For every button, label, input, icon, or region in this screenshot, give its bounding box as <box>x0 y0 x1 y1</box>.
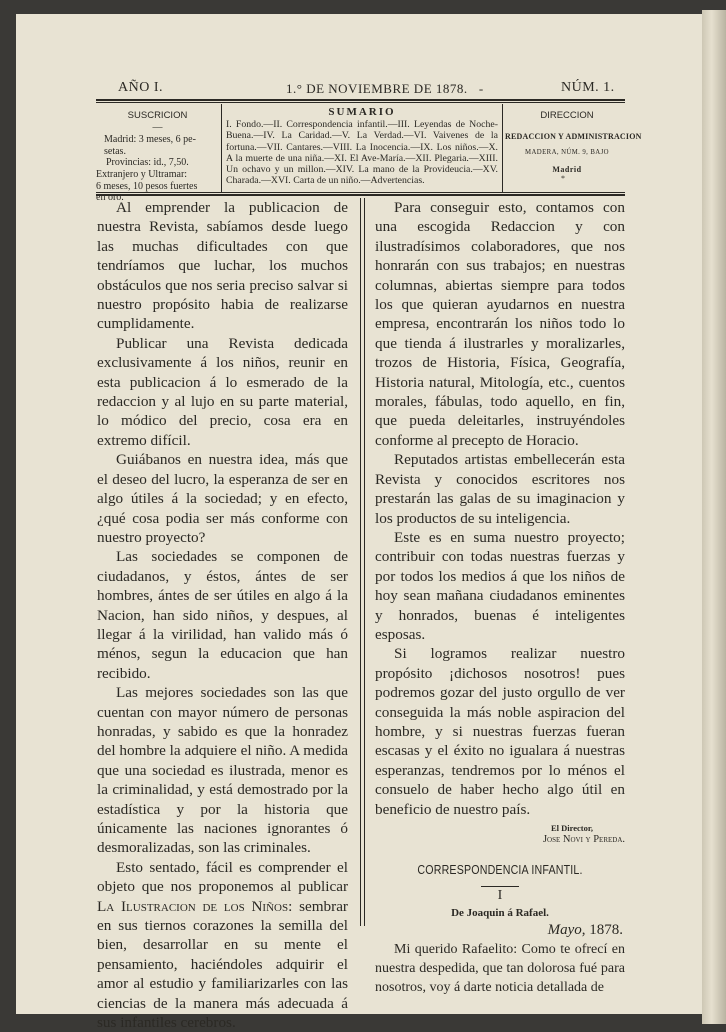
sumario-box <box>226 104 498 192</box>
column-rule-left <box>360 198 361 926</box>
direccion-line2: MADERA, NÚM. 9, BAJO <box>525 148 609 156</box>
letter-date-month: Mayo <box>547 922 582 939</box>
issue-date: 1.° DE NOVIEMBRE DE 1878. - <box>286 81 484 96</box>
section-number: I <box>497 888 503 904</box>
direccion-title: DIRECCION <box>540 110 594 121</box>
letter-date <box>375 921 625 940</box>
suscricion-dash: — <box>152 121 163 133</box>
sumario-text: I. Fondo.—II. Correspondencia infantil.—III. Leyendas de Noche-Buena.—IV. La Caridad.—V. La Verdad.—VI. Vaivenes de la fortuna.—VII. Cantares.—VIII. La Inocencia.—IX. Los niños.—X. A la muerte de una niña.—XI. El Ave-María.—XII. Plegaria.—XIII. Un ochavo y un millon.—XIV. La mano de la Provideucia.—XV. Charada.—XVI. Carta de un niño.—Advertencias. <box>226 119 498 187</box>
paragraph: Al emprender la publicacion de nuestra Revista, sabíamos desde luego las muchas dificultades con que tendríamos que luchar, los muchos obstáculos que nos seria preciso salvar si nuestro propósito habia de realizarse cumplidamente. <box>97 199 348 333</box>
section-title: CORRESPONDENCIA INFANTIL. <box>417 862 583 877</box>
letter-heading: De Joaquin á Rafael. <box>451 907 549 920</box>
issue-number: NÚM. 1. <box>561 80 615 95</box>
direccion-mark: * <box>561 173 565 183</box>
page-edge <box>702 10 726 1024</box>
direccion-line1: REDACCION Y ADMINISTRACION <box>505 131 642 141</box>
magazine-title: La Ilustracion de los Niños <box>97 897 289 915</box>
paragraph: Para conseguir esto, contamos con una escogida Redaccion y con ilustradísimos colaboradores, que nos honrarán con sus trabajos; en nuestras columnas, abiertas siempre para todos los que quieran ayudarnos en nuestra empresa, encontrarán los niños todo lo que tienda á ilustrarles y moralizarles, trozos de Historia, Física, Geografía, Historia natural, Mitología, etc., cuentos morales, fábulas, todo aquello, en fin, que pueda deleitarles, instruyéndoles conforme al precepto de Horacio. <box>375 199 625 449</box>
suscricion-box <box>96 104 219 204</box>
paragraph: Publicar una Revista dedicada exclusivamente á los niños, reunir en esta publicacion á lo esmerado de la redaccion y al lujo en su parte material, lo módico del precio, cosa era en extremo difícil. <box>97 334 348 449</box>
paragraph: Reputados artistas embellecerán esta Revista y conocidos escritores nos prestarán las galas de su imaginacion y los productos de su inteligencia. <box>375 451 625 527</box>
letter-date-year: , 1878. <box>581 922 623 939</box>
paragraph-text: : sembrar en sus tiernos corazones la semilla del bien, desarrollar en su mente el pensamiento, haciéndoles adquirir el amor al estudio y familiarizarles con las ciencias de la manera más adecuada á sus infantiles cerebros. <box>97 897 348 1032</box>
suscricion-madrid: Madrid: 3 meses, 6 pe- setas. <box>104 134 196 157</box>
column-rule-right <box>364 198 365 926</box>
issue-year: AÑO I. <box>118 80 163 95</box>
paragraph: Las mejores sociedades son las que cuentan con mayor número de personas honradas, y sabido es que la honradez del hombre la adquiere el niño. A medida que una sociedad es ilustrada, menor es la criminalidad, y está demostrado por la estadística y por la historia que únicamente las naciones ignorantes ó desmoralizadas, son las criminales. <box>97 684 348 857</box>
paragraph-text: Esto sentado, fácil es comprender el objeto que nos proponemos al publicar <box>97 858 348 896</box>
right-column <box>375 198 625 997</box>
signature-name: Jose Novi y Pereda. <box>542 834 625 845</box>
paragraph: Guiábanos en nuestra idea, más que el deseo del lucro, la esperanza de ser en algo útiles á la sociedad; y en efecto, ¿qué cosa podia ser más conforme con nuestro proyecto? <box>97 451 348 546</box>
sumario-title: SUMARIO <box>328 106 396 118</box>
paragraph: Las sociedades se componen de ciudadanos, y éstos, ántes de ser hombres, ántes de ser útiles en algo á la Nacion, han sido niños, y despues, al llegar á la virilidad, han valido más ó ménos, segun la educacion que han recibido. <box>97 548 348 682</box>
header-divider-1 <box>221 104 222 192</box>
paragraph: Este es en suma nuestro proyecto; contribuir con todas nuestras fuerzas y por todos los medios á que los niños de hoy sean mañana ciudadanos eminentes y honrados, buenas é inteligentes esposas. <box>375 528 625 643</box>
header-rule-top <box>96 99 625 101</box>
paragraph <box>97 858 348 1032</box>
suscricion-extranjero: Extranjero y Ultramar: 6 meses, 10 pesos fuertes en oro. <box>96 168 198 204</box>
suscricion-provincias: Provincias: id., 7,50. <box>106 157 189 169</box>
left-column <box>97 198 348 1032</box>
direccion-city: Madrid <box>552 164 582 174</box>
header-rule-top-thin <box>96 102 625 103</box>
signature-title: El Director, <box>550 823 593 833</box>
paragraph: Si logramos realizar nuestro propósito ¡dichosos nosotros! pues podremos gozar del justo orgullo de ver conseguida la más noble aspiracion del hombre, y si nuestras fuerzas fueran escasas y el éxito no igualara á nuestras esperanzas, tendremos por lo ménos el consuelo de haber hecho algo útil en beneficio de nuestro país. <box>375 645 625 818</box>
letter-paragraph: Mi querido Rafaelito: Como te ofrecí en nuestra despedida, que tan dolorosa fué para nosotros, voy á darte noticia detallada de <box>375 942 625 996</box>
suscricion-title: SUSCRICION <box>127 110 188 121</box>
direccion-box <box>505 104 642 192</box>
